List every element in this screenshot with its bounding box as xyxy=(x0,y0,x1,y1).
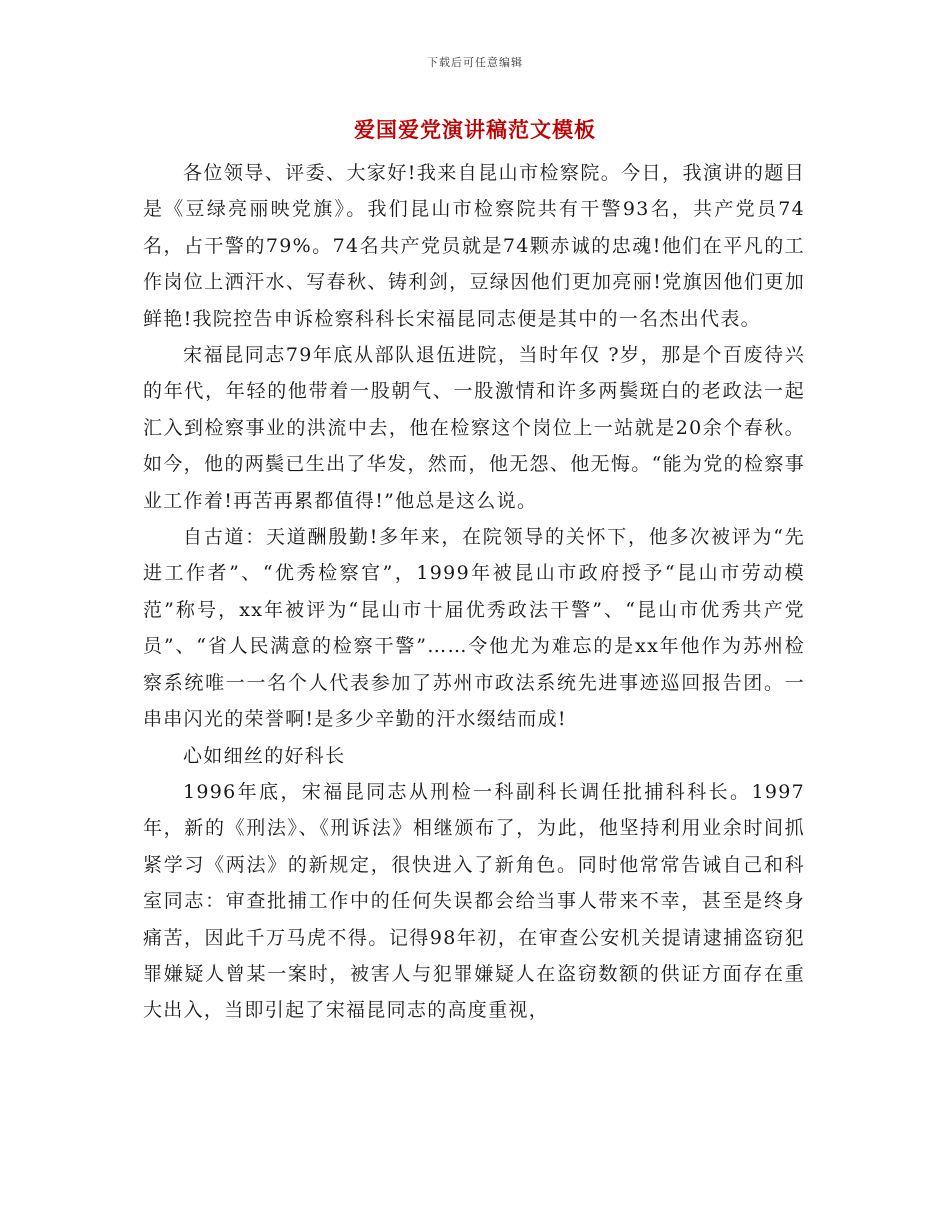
document-title: 爱国爱党演讲稿范文模板 xyxy=(354,117,596,142)
header-note: 下载后可任意编辑 xyxy=(427,56,523,69)
paragraph-intro: 各位领导、评委、大家好!我来自昆山市检察院。今日，我演讲的题目是《豆绿亮丽映党旗》。我们昆山市检察院共有干警93名，共产党员74 名，占干警的79%。74名共产党员就是74颗赤诚的忠魂!他们在平凡的工作岗位上洒汗水、写春秋、铸利剑，豆绿因他们更加亮丽!党旗因他们更加鲜艳!我院控告申诉检察科科长宋福昆同志便是其中的一名杰出代表。 xyxy=(143,162,805,330)
section-subheading: 心如细丝的好科长 xyxy=(183,744,346,767)
paragraph-background: 宋福昆同志79年底从部队退伍进院，当时年仅 ?岁，那是个百废待兴的年代，年轻的他带着一股朝气、一股激情和许多两鬓斑白的老政法一起汇入到检察事业的洪流中去，他在检察这个岗位上一站就是20余个春秋。如今，他的两鬓已生出了华发，然而，他无怨、他无悔。“能为党的检察事业工作着!再苦再累都值得!”他总是这么说。 xyxy=(143,344,805,512)
paragraph-honors: 自古道：天道酬殷勤!多年来，在院领导的关怀下，他多次被评为“先进工作者”、“优秀检察官”，1999年被昆山市政府授予“昆山市劳动模范”称号，xx年被评为“昆山市十届优秀政法干警”、“昆山市优秀共产党员”、“省人民满意的检察干警”……令他尤为难忘的是xx年他作为苏州检察系统唯一一名个人代表参加了苏州市政法系统先进事迹巡回报告团。一串串闪光的荣誉啊!是多少辛勤的汗水缀结而成! xyxy=(143,526,805,731)
paragraph-section-body: 1996年底，宋福昆同志从刑检一科副科长调任批捕科科长。1997年，新的《刑法》、《刑诉法》相继颁布了，为此，他坚持利用业余时间抓紧学习《两法》的新规定，很快进入了新角色。同时他常常告诫自己和科室同志：审查批捕工作中的任何失误都会给当事人带来不幸，甚至是终身痛苦，因此千万马虎不得。记得98年初，在审查公安机关提请逮捕盗窃犯罪嫌疑人曾某一案时，被害人与犯罪嫌疑人在盗窃数额的供证方面存在重大出入，当即引起了宋福昆同志的高度重视， xyxy=(143,780,805,1022)
document-body xyxy=(143,155,805,1029)
